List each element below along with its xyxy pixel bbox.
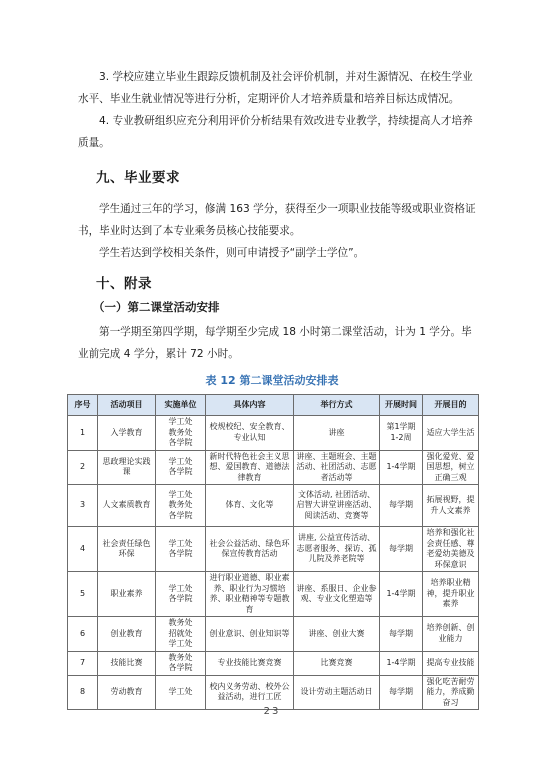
table-cell: 讲座 — [294, 416, 380, 451]
table-cell: 社会公益活动、绿色环保宣传教育活动 — [206, 527, 294, 572]
table-cell: 4 — [68, 527, 98, 572]
subsection-heading: （一）第二课堂活动安排 — [93, 300, 220, 314]
table-header-cell: 举行方式 — [294, 395, 380, 416]
section-heading-graduation: 九、毕业要求 — [96, 170, 180, 186]
graduation-paragraph-1: 学生通过三年的学习，修满 163 学分，获得至少一项职业技能等级或职业资格证书，毕业时达到了本专业乘务员核心技能要求。 — [78, 203, 476, 237]
table-cell: 每学期 — [380, 527, 423, 572]
table-cell: 培养创新、创业能力 — [423, 617, 479, 652]
table-header-cell: 实施单位 — [156, 395, 206, 416]
table-cell: 培养和强化社会责任感、尊老爱幼美德及环保意识 — [423, 527, 479, 572]
table-cell: 校规校纪、安全教育、专业认知 — [206, 416, 294, 451]
activity-table — [67, 394, 479, 710]
table-body — [68, 416, 479, 710]
page-number: 23 — [263, 706, 281, 717]
table-cell: 2 — [68, 450, 98, 485]
table-cell: 3 — [68, 485, 98, 527]
table-cell: 创业教育 — [98, 617, 156, 652]
table-cell: 创业意识、创业知识等 — [206, 617, 294, 652]
table-cell: 拓展视野，提升人文素养 — [423, 485, 479, 527]
table-cell: 教务处 各学院 — [156, 651, 206, 675]
table-row — [68, 675, 479, 710]
table-cell: 校内义务劳动、校外公益活动，进行工匠 — [206, 675, 294, 710]
table-cell: 比赛竞赛 — [294, 651, 380, 675]
table-row — [68, 450, 479, 485]
table-header-cell: 具体内容 — [206, 395, 294, 416]
table-cell: 教务处 招就处 学工处 — [156, 617, 206, 652]
table-cell: 职业素养 — [98, 572, 156, 617]
table-cell: 提高专业技能 — [423, 651, 479, 675]
table-cell: 讲座、系服日、企业参观、专业文化塑造等 — [294, 572, 380, 617]
table-cell: 每学期 — [380, 675, 423, 710]
table-cell: 入学教育 — [98, 416, 156, 451]
table-cell: 1-4学期 — [380, 651, 423, 675]
table-cell: 人文素质教育 — [98, 485, 156, 527]
table-cell: 适应大学生活 — [423, 416, 479, 451]
table-cell: 1-4学期 — [380, 572, 423, 617]
table-header-cell: 序号 — [68, 395, 98, 416]
table-cell: 学工处 各学院 — [156, 450, 206, 485]
graduation-paragraph-2: 学生若达到学校相关条件，则可申请授予“副学士学位”。 — [99, 247, 365, 259]
table-row — [68, 617, 479, 652]
table-header-cell: 开展目的 — [423, 395, 479, 416]
table-row — [68, 527, 479, 572]
table-header-cell: 开展时间 — [380, 395, 423, 416]
table-row — [68, 651, 479, 675]
table-cell: 讲座、创业大赛 — [294, 617, 380, 652]
table-header-cell: 活动项目 — [98, 395, 156, 416]
table-cell: 专业技能比赛竞赛 — [206, 651, 294, 675]
table-cell: 8 — [68, 675, 98, 710]
table-cell: 社会责任绿色环保 — [98, 527, 156, 572]
table-cell: 学工处 — [156, 675, 206, 710]
table-cell: 培养职业精神，提升职业素养 — [423, 572, 479, 617]
table-cell: 体育、文化等 — [206, 485, 294, 527]
table-row — [68, 416, 479, 451]
table-cell: 每学期 — [380, 617, 423, 652]
table-cell: 6 — [68, 617, 98, 652]
table-row — [68, 572, 479, 617]
table-cell: 学工处 教务处 各学院 — [156, 416, 206, 451]
paragraph-4: 4. 专业教研组织应充分利用评价分析结果有效改进专业教学，持续提高人才培养质量。 — [78, 115, 473, 149]
table-cell: 技能比赛 — [98, 651, 156, 675]
table-cell: 学工处 教务处 各学院 — [156, 485, 206, 527]
table-cell: 新时代特色社会主义思想、爱国教育、道德法律教育 — [206, 450, 294, 485]
section-heading-appendix: 十、附录 — [96, 276, 152, 292]
table-cell: 1 — [68, 416, 98, 451]
table-cell: 劳动教育 — [98, 675, 156, 710]
table-cell: 讲座, 公益宣传活动、志愿者服务、探访、孤儿院及养老院等 — [294, 527, 380, 572]
appendix-paragraph: 第一学期至第四学期，每学期至少完成 18 小时第二课堂活动，计为 1 学分。毕业前完成 4 学分，累计 72 小时。 — [78, 326, 472, 360]
table-cell: 强化爱党、爱国思想，树立正确三观 — [423, 450, 479, 485]
table-cell: 文体活动, 社团活动、启智大讲堂讲座活动、阅读活动、竞赛等 — [294, 485, 380, 527]
table-cell: 思政理论实践课 — [98, 450, 156, 485]
table-cell: 学工处 各学院 — [156, 572, 206, 617]
table-cell: 设计劳动主题活动日 — [294, 675, 380, 710]
table-cell: 每学期 — [380, 485, 423, 527]
table-cell: 进行职业道德、职业素养、职业行为习惯培养、职业精神等专题教育 — [206, 572, 294, 617]
table-cell: 第1学期 1-2周 — [380, 416, 423, 451]
table-cell: 5 — [68, 572, 98, 617]
table-cell: 讲座、主题班会、主题活动、社团活动、志愿者活动等 — [294, 450, 380, 485]
table-cell: 强化吃苦耐劳能力，养成勤奋习 — [423, 675, 479, 710]
table-cell: 学工处 各学院 — [156, 527, 206, 572]
table-cell: 1-4学期 — [380, 450, 423, 485]
table-cell: 7 — [68, 651, 98, 675]
table-header-row — [68, 395, 479, 416]
table-caption: 表 12 第二课堂活动安排表 — [205, 374, 339, 387]
table-row — [68, 485, 479, 527]
paragraph-3: 3. 学校应建立毕业生跟踪反馈机制及社会评价机制，并对生源情况、在校生学业水平、毕业生就业情况等进行分析，定期评价人才培养质量和培养目标达成情况。 — [78, 71, 473, 105]
